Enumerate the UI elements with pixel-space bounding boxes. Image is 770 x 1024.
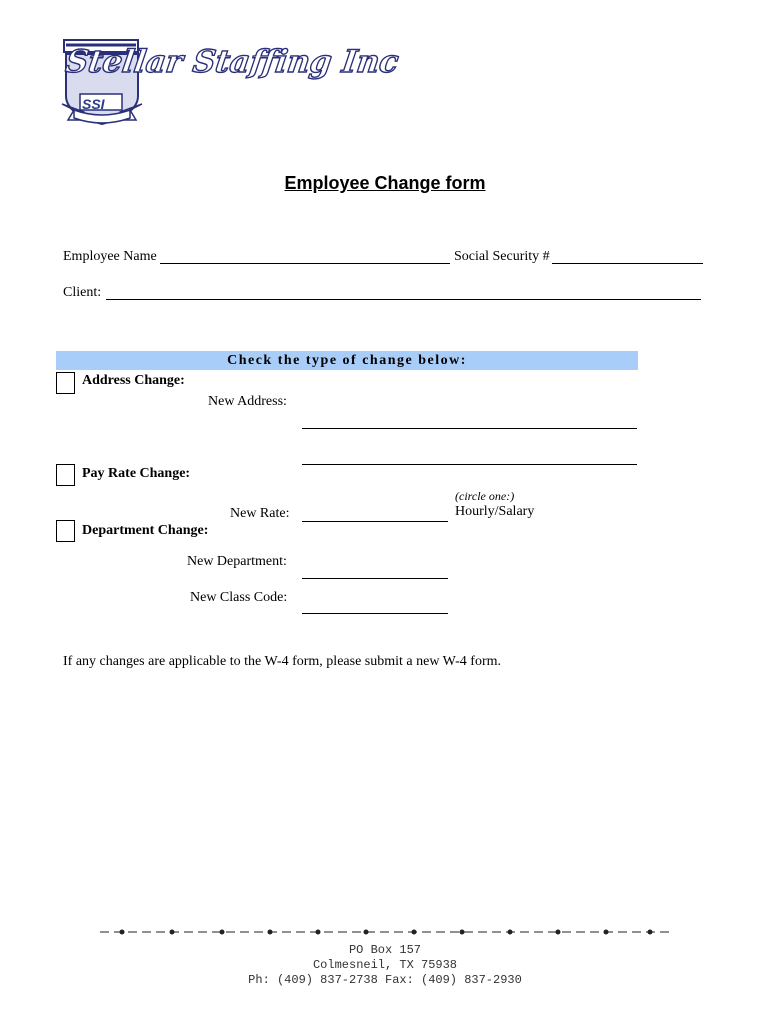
footer-city: Colmesneil, TX 75938 bbox=[312, 958, 458, 972]
ssn-field[interactable] bbox=[552, 263, 703, 264]
pay-rate-change-label: Pay Rate Change: bbox=[82, 466, 191, 481]
new-class-code-field[interactable] bbox=[302, 613, 448, 614]
new-address-label: New Address: bbox=[208, 394, 287, 409]
client-label: Client: bbox=[63, 285, 102, 300]
new-department-field[interactable] bbox=[302, 578, 448, 579]
w4-note: If any changes are applicable to the W-4 form, please submit a new W-4 form. bbox=[63, 654, 501, 669]
logo-company-name: Stellar Staffing Inc bbox=[63, 44, 401, 80]
footer-phone-fax: Ph: (409) 837-2738 Fax: (409) 837-2930 bbox=[248, 973, 522, 987]
department-change-label: Department Change: bbox=[82, 523, 209, 538]
pay-rate-change-checkbox[interactable] bbox=[56, 464, 75, 486]
address-change-label: Address Change: bbox=[82, 373, 185, 388]
circle-one-label: (circle one:) bbox=[455, 489, 515, 503]
form-title: Employee Change form bbox=[284, 173, 486, 193]
address-change-checkbox[interactable] bbox=[56, 372, 75, 394]
new-address-line2-field[interactable] bbox=[302, 464, 637, 465]
rate-options[interactable]: Hourly/Salary bbox=[455, 504, 535, 519]
new-class-code-label: New Class Code: bbox=[190, 590, 288, 605]
employee-name-label: Employee Name bbox=[63, 249, 157, 264]
department-change-checkbox[interactable] bbox=[56, 520, 75, 542]
new-department-label: New Department: bbox=[187, 554, 287, 569]
new-address-line1-field[interactable] bbox=[302, 428, 637, 429]
logo-badge-text: SSI bbox=[82, 96, 105, 112]
new-rate-label: New Rate: bbox=[230, 506, 290, 521]
client-field[interactable] bbox=[106, 299, 701, 300]
footer-po-box: PO Box 157 bbox=[348, 943, 421, 957]
new-rate-field[interactable] bbox=[302, 521, 448, 522]
section-header: Check the type of change below: bbox=[56, 351, 638, 370]
footer-divider bbox=[100, 925, 670, 939]
employee-name-field[interactable] bbox=[160, 263, 450, 264]
ssn-label: Social Security # bbox=[454, 249, 550, 264]
